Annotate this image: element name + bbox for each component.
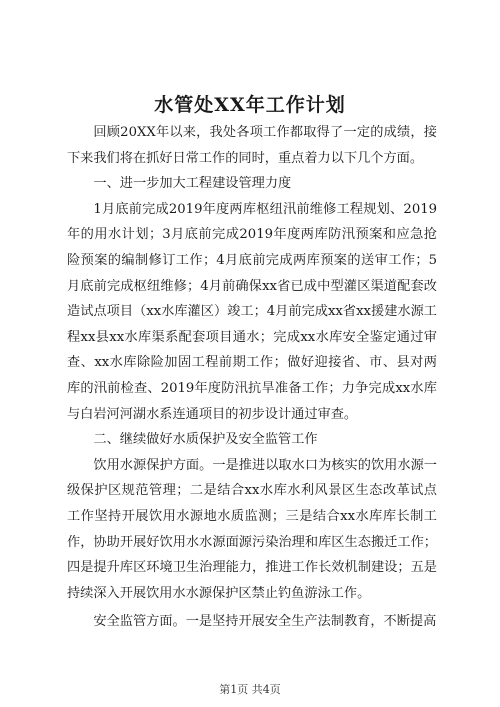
paragraph-section-1: 1月底前完成2019年度两库枢纽汛前维修工程规划、2019年的用水计划；3月底前完成2019年度两库防汛预案和应急抢险预案的编制修订工作；4月底前完成两库预案的送审工作；5月底前完成枢纽维修；4月前确保xx省已成中型灌区渠道配套改造试点项目（xx水库灌区）竣工；4月前完成xx省xx援建水源工程xx县xx水库渠系配套项目通水；完成xx水库安全鉴定通过审查、xx水库除险加固工程前期工作；做好迎接省、市、县对两库的汛前检查、2019年度防汛抗旱准备工作；力争完成xx水库与白岩河河湖水系连通项目的初步设计通过审查。 [67, 201, 437, 422]
paragraph-safety-supervision: 安全监管方面。一是坚持开展安全生产法制教育，不断提高 [93, 614, 437, 630]
paragraph-intro: 回顾20XX年以来，我处各项工作都取得了一定的成绩，接下来我们将在抓好日常工作的同时，重点着力以下几个方面。 [67, 125, 437, 166]
document-body [67, 120, 437, 635]
document-title: 水管处XX年工作计划 [154, 94, 346, 116]
paragraph-water-protection: 饮用水源保护方面。一是推进以取水口为核实的饮用水源一级保护区规范管理；二是结合xx水库水利风景区生态改革试点工作坚持开展饮用水源地水质监测；三是结合xx水库库长制工作，协助开展好饮用水水源面源污染治理和库区生态搬迁工作；四是提升库区环境卫生治理能力，推进工作长效机制建设；五是持续深入开展饮用水水源保护区禁止钓鱼游泳工作。 [67, 457, 437, 601]
section-heading-1: 一、进一步加大工程建设管理力度 [93, 176, 292, 192]
section-heading-2: 二、继续做好水质保护及安全监管工作 [93, 432, 318, 448]
page-footer: 第1页 共4页 [219, 683, 281, 696]
